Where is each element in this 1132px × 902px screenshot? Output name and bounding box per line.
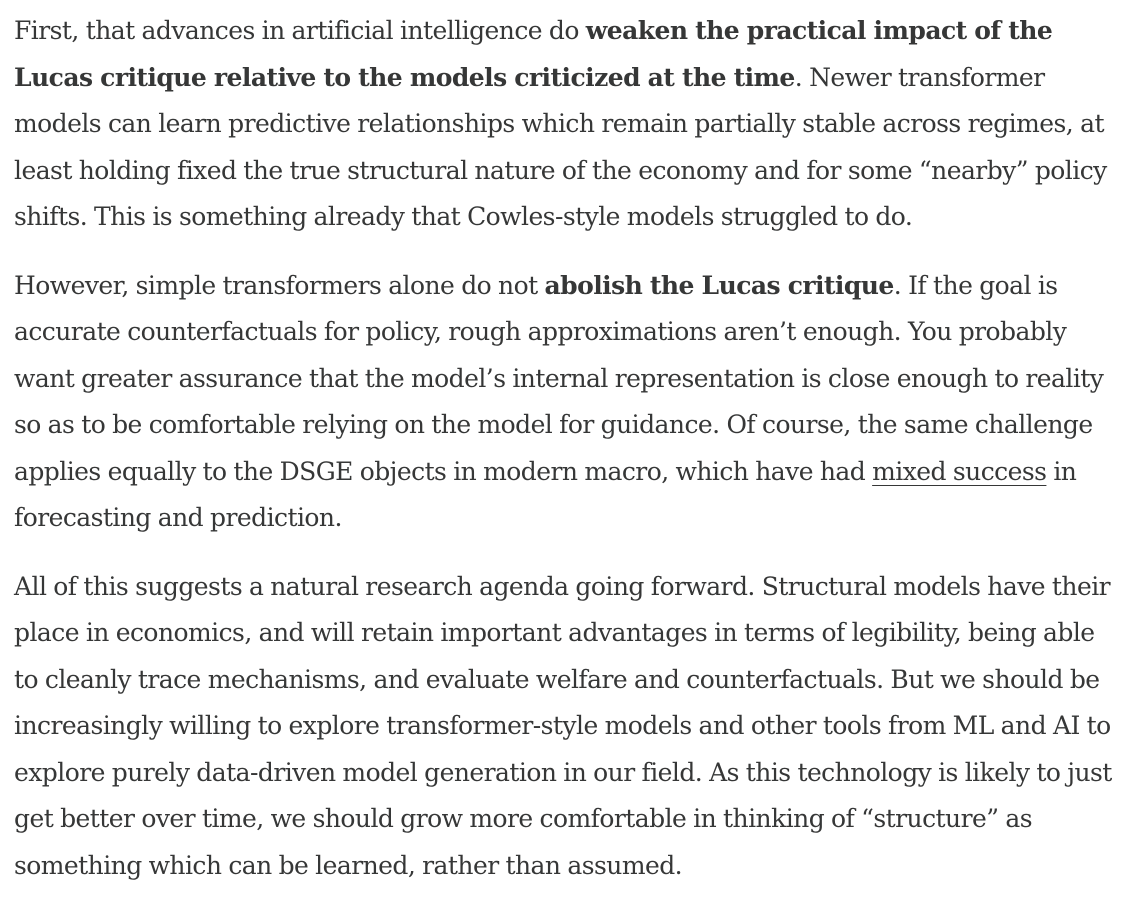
bold-phrase-weaken-impact: weaken the practical impact of the Lucas critique relative to the models criticized at the time [14, 16, 1053, 92]
paragraph-lucas-abolish [14, 263, 1122, 542]
text-run: However, simple transformers alone do not [14, 270, 545, 300]
mixed-success-link[interactable]: mixed success [872, 456, 1047, 486]
paragraph-lucas-weaken [14, 8, 1122, 241]
text-run: First, that advances in artificial intelligence do [14, 16, 586, 45]
bold-phrase-abolish-critique: abolish the Lucas critique [544, 270, 894, 300]
text-run: All of this suggests a natural research agenda going forward. Structural models have their place in economics, and will retain important advantages in terms of legibility, being able to cleanly trace mechanisms, and evaluate welfare and counterfactuals. But we should be increasingly willing to explore transformer-style models and other tools from ML and AI to explore purely data-driven model generation in our field. As this technology is likely to just get better over time, we should grow more comfortable in thinking of “structure” as something which can be learned, rather than assumed. [14, 571, 1112, 880]
paragraph-research-agenda [14, 564, 1122, 890]
text-run: . Newer transformer models can learn predictive relationships which remain partially stable across regimes, at least holding fixed the true structural nature of the economy and for some “nearby” policy shifts. This is something already that Cowles-style models struggled to do. [14, 62, 1107, 231]
text-run: . If the goal is accurate counterfactuals for policy, rough approximations aren’t enough. You probably want greater assurance that the model’s internal representation is close enough to reality so as to be comfortable relying on the model for guidance. Of course, the same challenge applies equally to the DSGE objects in modern macro, which have had [14, 270, 1104, 486]
text-run: in forecasting and prediction. [14, 456, 1077, 532]
